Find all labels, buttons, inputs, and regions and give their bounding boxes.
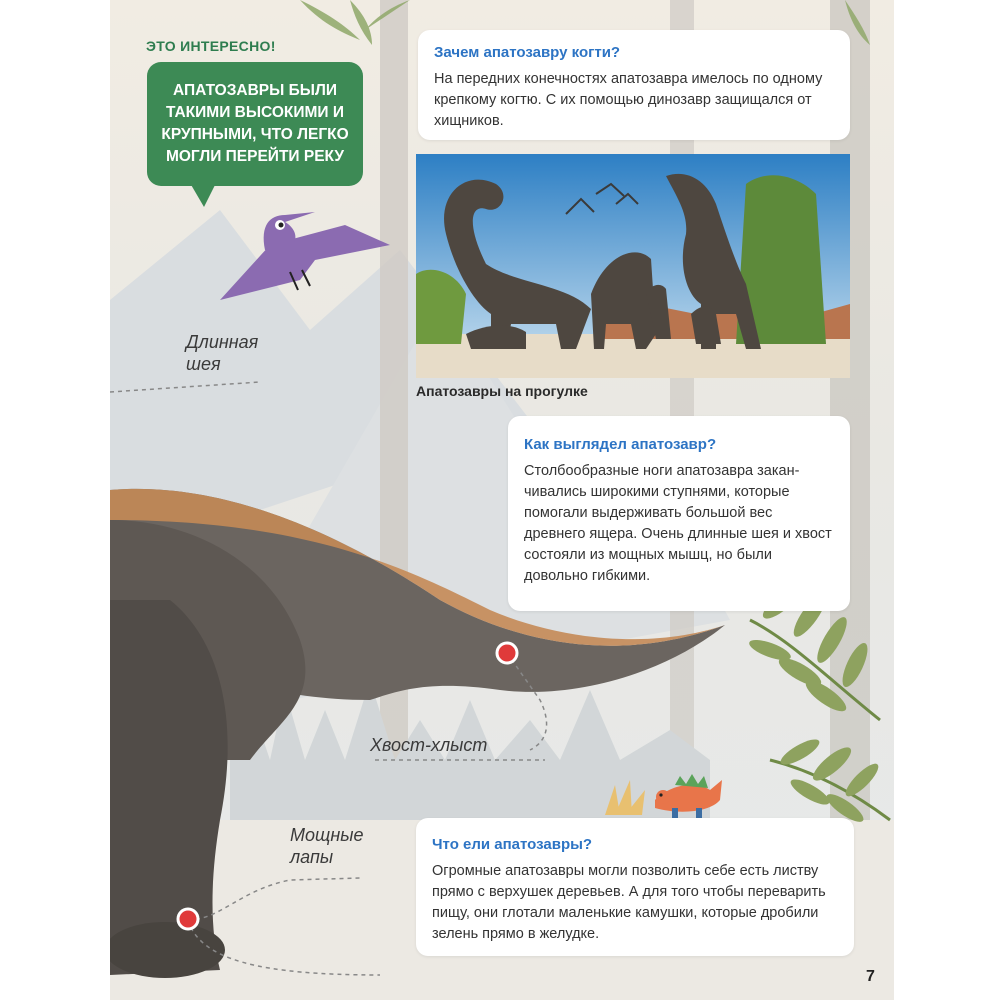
- card-claws: [418, 30, 850, 140]
- card-look-title: Как выглядел апатозавр?: [524, 436, 717, 453]
- tail-marker: [497, 643, 517, 663]
- card-claws-text: На передних конечностях апатозавра имелось по одному крепкому когтю. С их помощью динозавр защищался от хищников.: [434, 71, 823, 129]
- label-tail: Хвост-хлыст: [370, 735, 488, 755]
- card-food-text: Огромные апатозавры могли позволить себе есть листву прямо с верхушек деревьев. А для того чтобы переварить пищу, они глотали маленькие камушки, которые дробили зелень прямо в желудке.: [432, 863, 826, 942]
- interest-fact-text: АПАТОЗАВРЫ БЫЛИ ТАКИМИ ВЫСОКИМИ И КРУПНЫМИ, ЧТО ЛЕГКО МОГЛИ ПЕРЕЙТИ РЕКУ: [161, 82, 349, 165]
- card-look-text: Столбообразные ноги апатозавра заканчивались широкими ступнями, которые помогали выдерживать большой вес древнего ящера. Очень длинные шея и хвост состояли из мощных мышц, но были довольно гибкими.: [524, 463, 832, 584]
- label-legs-line2: лапы: [290, 847, 334, 867]
- label-legs-line1: Мощные: [290, 825, 364, 845]
- label-long-neck: [186, 331, 258, 375]
- legs-marker: [178, 909, 198, 929]
- book-page: [110, 0, 894, 1000]
- bubble-tail: [190, 183, 220, 209]
- label-long-neck-line1: Длинная: [186, 332, 259, 352]
- baby-dinosaur-cartoon: [655, 774, 722, 820]
- page-number: 7: [866, 968, 875, 985]
- card-claws-title: Зачем апатозавру когти?: [434, 44, 621, 61]
- interest-heading: ЭТО ИНТЕРЕСНО!: [146, 38, 276, 54]
- label-legs: [290, 824, 364, 868]
- card-food-title: Что ели апатозавры?: [432, 836, 593, 853]
- apatosaurus-photo: [416, 154, 850, 378]
- interest-bubble: [147, 62, 363, 186]
- card-food: [416, 818, 854, 956]
- pterosaur-cartoon: [220, 212, 390, 300]
- card-look: [508, 416, 850, 611]
- dinosaur-foot: [110, 922, 225, 978]
- label-long-neck-line2: шея: [186, 354, 221, 374]
- dinosaur-leg: [110, 600, 228, 975]
- photo-caption: Апатозавры на прогулке: [416, 383, 588, 399]
